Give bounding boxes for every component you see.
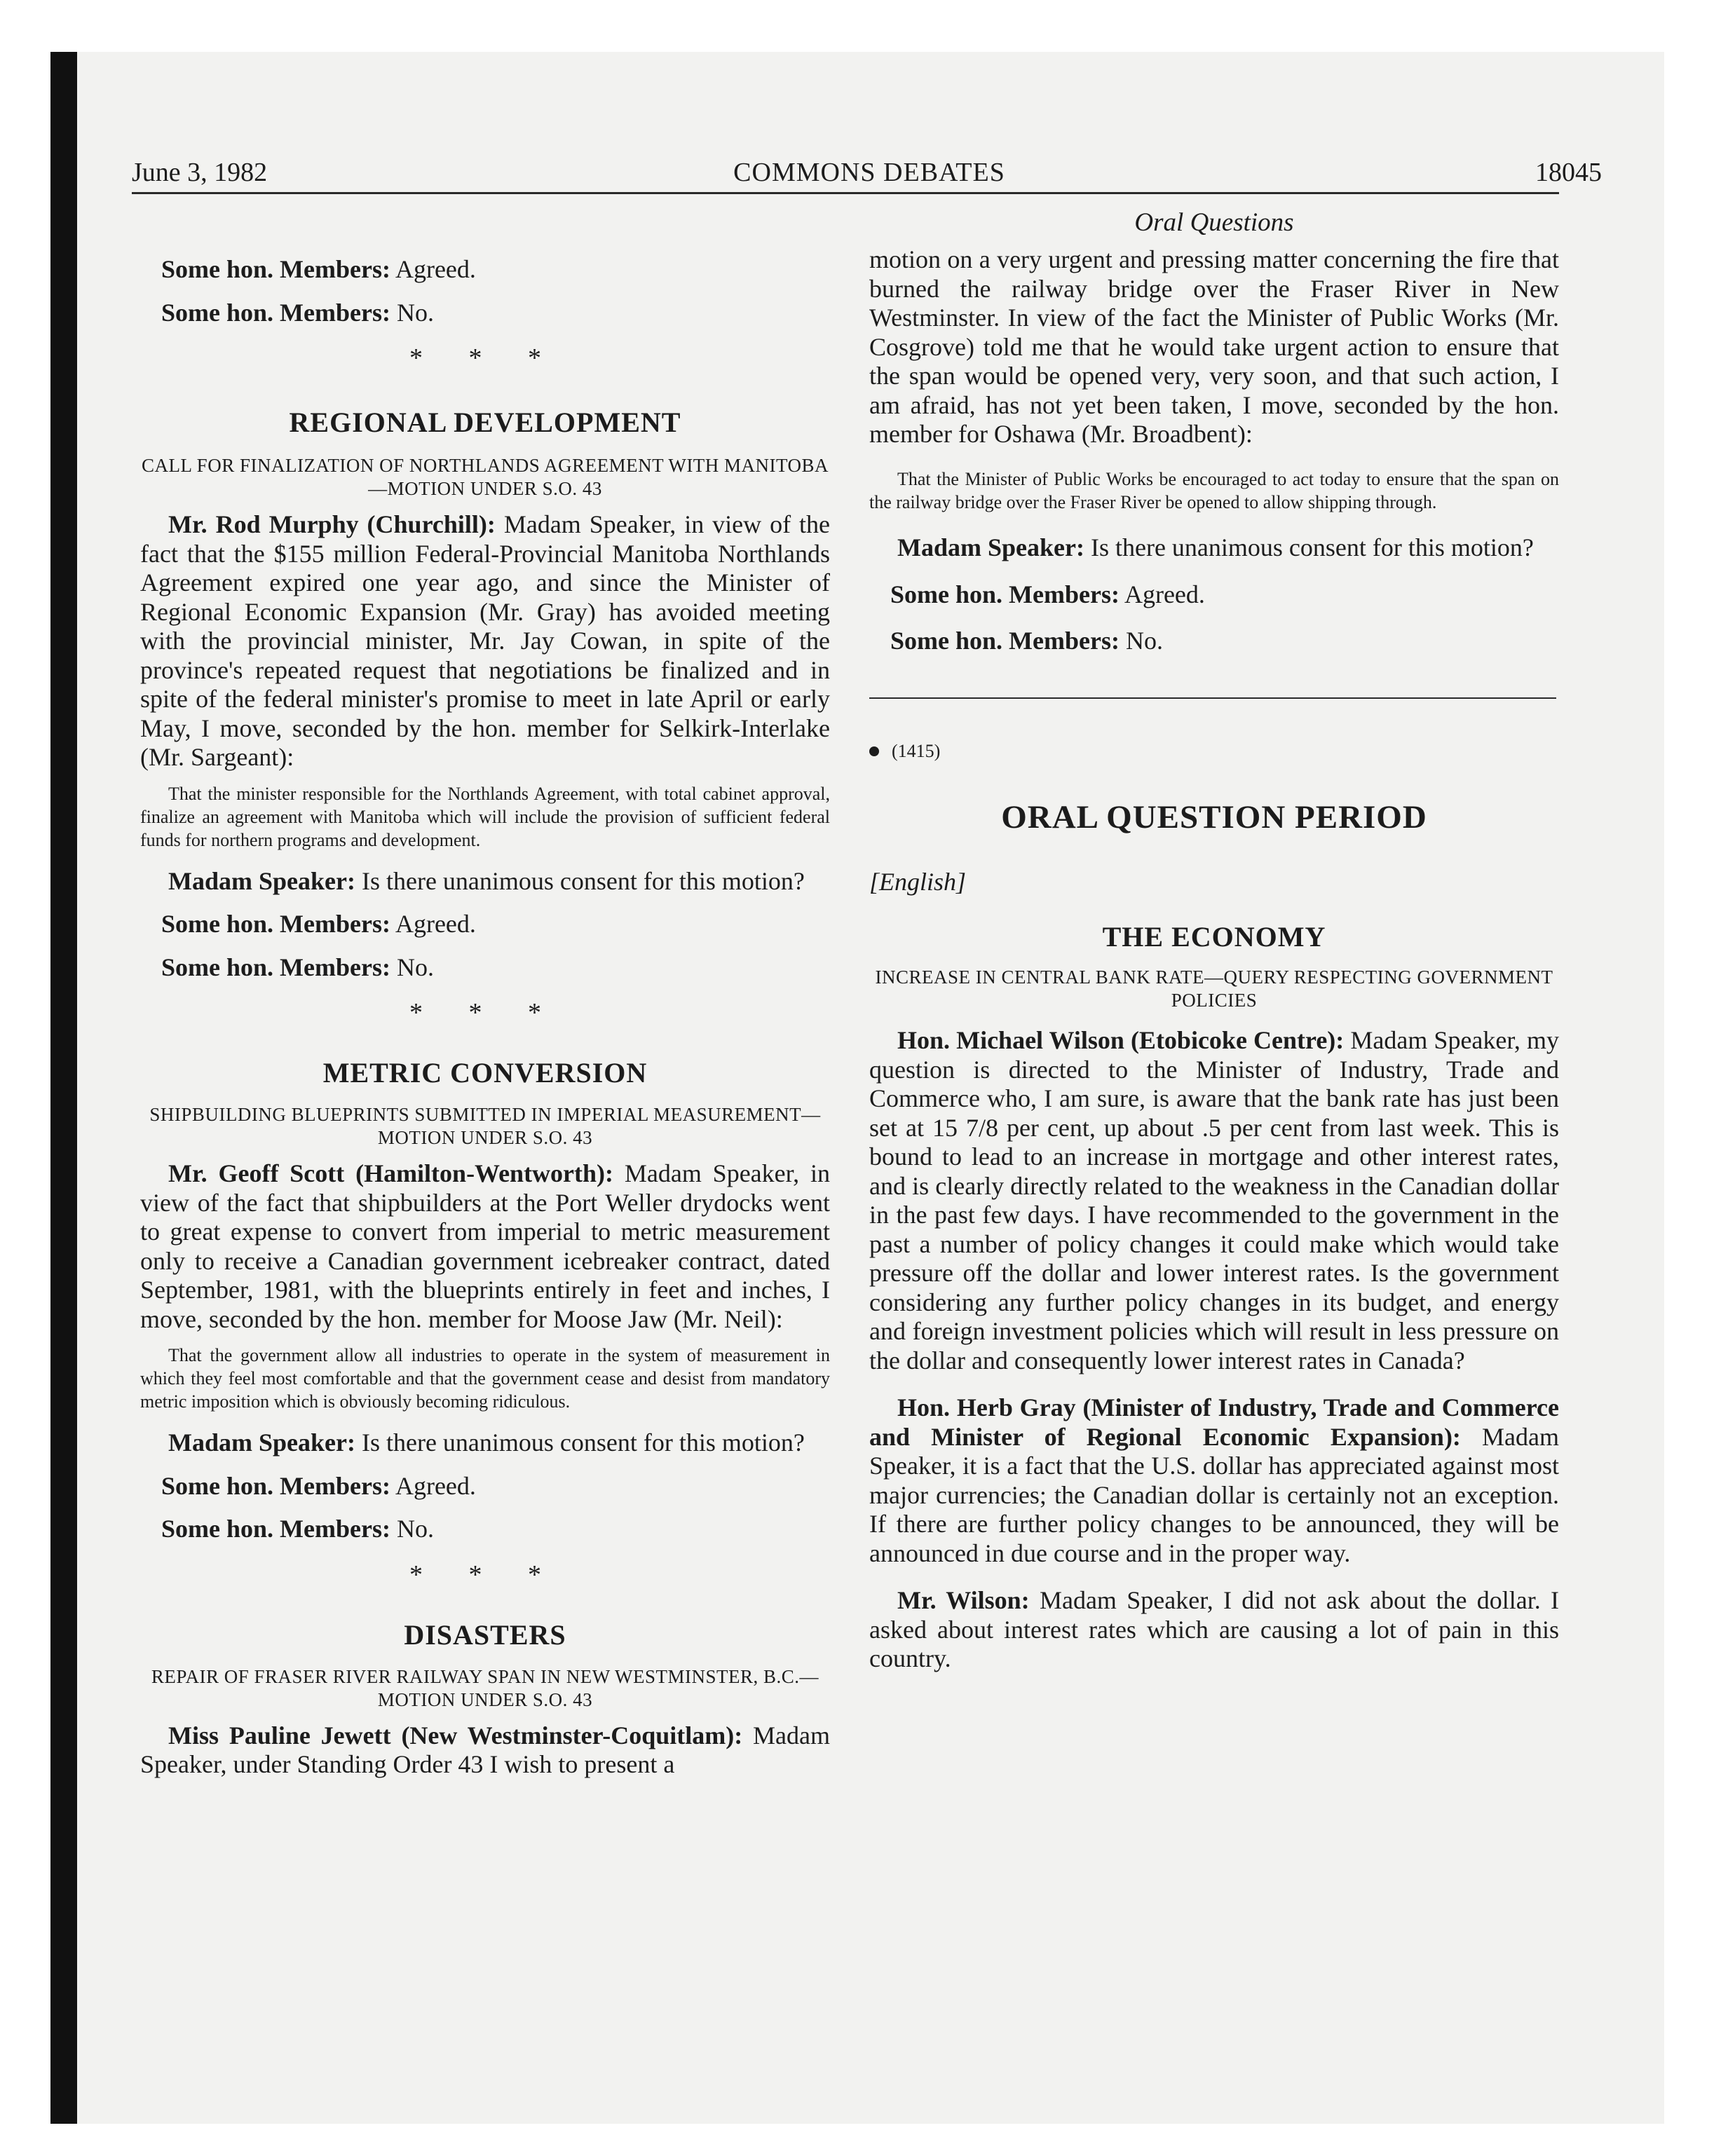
speech: Is there unanimous consent for this motion?	[361, 866, 805, 895]
speech: Madam Speaker, in view of the fact that the $155 million Federal-Provincial Manitoba Northlands Agreement expired one year ago, and since the Minister of Regional Economic Expansion (Mr. Gray) has avoided meeting with the provincial minister, Mr. Jay Cowan, in spite of the province's repeated request that negotiations be finalized and in spite of the federal minister's promise to meet in late April or early May, I move, seconded by the hon. member for Selkirk-Interlake (Mr. Sargeant):	[140, 510, 831, 771]
speech: Madam Speaker, I did not ask about the dollar. I asked about interest rates which are causing a lot of pain in this country.	[869, 1586, 1560, 1672]
timestamp	[869, 741, 1559, 762]
paragraph	[869, 533, 1559, 563]
paragraph	[869, 1393, 1559, 1568]
right-column	[869, 245, 1559, 1674]
paragraph	[140, 953, 830, 983]
header-rule	[132, 192, 1559, 194]
speaker: Some hon. Members:	[890, 580, 1120, 608]
header-publication: COMMONS DEBATES	[733, 158, 1005, 187]
paragraph	[140, 255, 830, 285]
speaker: Mr. Geoff Scott (Hamilton-Wentworth):	[168, 1159, 614, 1187]
section-separator: * * *	[409, 1560, 561, 1590]
speech: Agreed.	[395, 255, 476, 283]
speaker: Madam Speaker:	[168, 1428, 355, 1456]
section-heading: THE ECONOMY	[1102, 921, 1326, 953]
speech: Agreed.	[1124, 580, 1205, 608]
paragraph	[140, 1472, 830, 1501]
paragraph	[140, 510, 830, 772]
header-date: June 3, 1982	[132, 158, 268, 187]
language-marker: [English]	[869, 868, 967, 896]
speech: Is there unanimous consent for this motion?	[1090, 533, 1534, 561]
speech: Madam Speaker, under Standing Order 43 I wish to present a	[140, 1721, 831, 1778]
left-column	[140, 245, 830, 1780]
speaker: Hon. Herb Gray (Minister of Industry, Trade and Commerce and Minister of Regional Economic Expansion):	[869, 1393, 1559, 1451]
section-subheading: REPAIR OF FRASER RIVER RAILWAY SPAN IN NEW WESTMINSTER, B.C.—MOTION UNDER S.O. 43	[151, 1665, 819, 1710]
paragraph	[140, 299, 830, 328]
speech: Agreed.	[395, 1471, 476, 1500]
paragraph	[869, 580, 1559, 610]
speaker: Some hon. Members:	[161, 255, 390, 283]
header-page-number: 18045	[1535, 158, 1602, 187]
section-subheading: INCREASE IN CENTRAL BANK RATE—QUERY RESPECTING GOVERNMENT POLICIES	[875, 967, 1553, 1011]
section-separator: * * *	[409, 343, 561, 373]
timestamp-text: (1415)	[892, 741, 941, 761]
speech: No.	[396, 953, 434, 981]
motion-text: That the government allow all industries to operate in the system of measurement in which they feel most comfortable and that the government cease and desist from mandatory metric imposition which is obviously becoming ridiculous.	[140, 1345, 830, 1412]
section-heading: REGIONAL DEVELOPMENT	[289, 407, 681, 438]
speech: No.	[396, 298, 434, 327]
speaker: Some hon. Members:	[161, 1515, 390, 1543]
section-heading: ORAL QUESTION PERIOD	[1001, 799, 1427, 835]
speech: No.	[1125, 626, 1163, 655]
section-heading: METRIC CONVERSION	[322, 1057, 648, 1089]
paragraph	[869, 1026, 1559, 1375]
scan-edge-border	[50, 52, 77, 2124]
speech: Is there unanimous consent for this motion?	[361, 1428, 805, 1456]
speaker: Some hon. Members:	[161, 953, 390, 981]
speaker: Some hon. Members:	[161, 1471, 390, 1500]
paragraph	[140, 1721, 830, 1780]
speaker: Mr. Rod Murphy (Churchill):	[168, 510, 496, 538]
motion-text: That the Minister of Public Works be encouraged to act today to ensure that the span on the railway bridge over the Fraser River be opened to allow shipping through.	[869, 468, 1559, 512]
speech: No.	[396, 1515, 434, 1543]
paragraph	[140, 867, 830, 896]
speech: Madam Speaker, my question is directed to the Minister of Industry, Trade and Commerce who, I am sure, is aware that the bank rate has just been set at 15 7/8 per cent, up about .5 per cent from last week. This is bound to lead to an increase in mortgage and other interest rates, and is clearly directly related to the weakness in the Canadian dollar in the past few days. I have recommended to the government in the past a number of policy changes it could make which would take pressure off the dollar and lower interest rates. Is the government considering any further policy changes in its budget, and energy and foreign investment policies which will result in less pressure on the dollar and consequently lower interest rates in Canada?	[869, 1026, 1560, 1374]
paragraph	[140, 1428, 830, 1458]
section-separator: * * *	[409, 998, 561, 1028]
section-rule	[869, 697, 1556, 699]
paragraph	[140, 1515, 830, 1544]
speaker: Madam Speaker:	[897, 533, 1084, 561]
paragraph	[869, 627, 1559, 656]
speaker: Miss Pauline Jewett (New Westminster-Coquitlam):	[168, 1721, 743, 1749]
speaker: Some hon. Members:	[890, 626, 1120, 655]
section-subheading: CALL FOR FINALIZATION OF NORTHLANDS AGREEMENT WITH MANITOBA—MOTION UNDER S.O. 43	[141, 455, 829, 499]
speaker: Hon. Michael Wilson (Etobicoke Centre):	[897, 1026, 1345, 1054]
paragraph: motion on a very urgent and pressing matter concerning the fire that burned the railway bridge over the Fraser River in New Westminster. In view of the fact the Minister of Public Works (Mr. Cosgrove) told me that he would take urgent action to ensure that the span would be opened very, very soon, and that such action, I am afraid, has not yet been taken, I move, seconded by the hon. member for Oshawa (Mr. Broadbent):	[869, 245, 1559, 448]
speaker: Mr. Wilson:	[897, 1586, 1030, 1614]
section-label: Oral Questions	[1134, 208, 1294, 237]
speech: Madam Speaker, it is a fact that the U.S. dollar has appreciated against most major currencies; the Canadian dollar is certainly not an exception. If there are further policy changes to be announced, they will be announced in due course and in the proper way.	[869, 1422, 1559, 1567]
bullet-icon	[869, 746, 879, 756]
paragraph	[869, 1586, 1559, 1674]
speaker: Some hon. Members:	[161, 910, 390, 938]
motion-text: That the minister responsible for the Northlands Agreement, with total cabinet approval, finalize an agreement with Manitoba which will include the provision of sufficient federal funds for northern programs and development.	[140, 783, 830, 850]
section-heading: DISASTERS	[404, 1618, 566, 1651]
speech: Agreed.	[395, 910, 476, 938]
speech: Madam Speaker, in view of the fact that shipbuilders at the Port Weller drydocks went to great expense to convert from imperial to metric measurement only to receive a Canadian government icebreaker contract, dated September, 1981, with the blueprints entirely in feet and inches, I move, seconded by the hon. member for Moose Jaw (Mr. Neil):	[140, 1159, 831, 1333]
paragraph	[140, 1159, 830, 1334]
paragraph	[140, 910, 830, 939]
speaker: Madam Speaker:	[168, 866, 355, 895]
section-subheading: SHIPBUILDING BLUEPRINTS SUBMITTED IN IMPERIAL MEASUREMENT—MOTION UNDER S.O. 43	[149, 1104, 821, 1148]
speaker: Some hon. Members:	[161, 298, 390, 327]
